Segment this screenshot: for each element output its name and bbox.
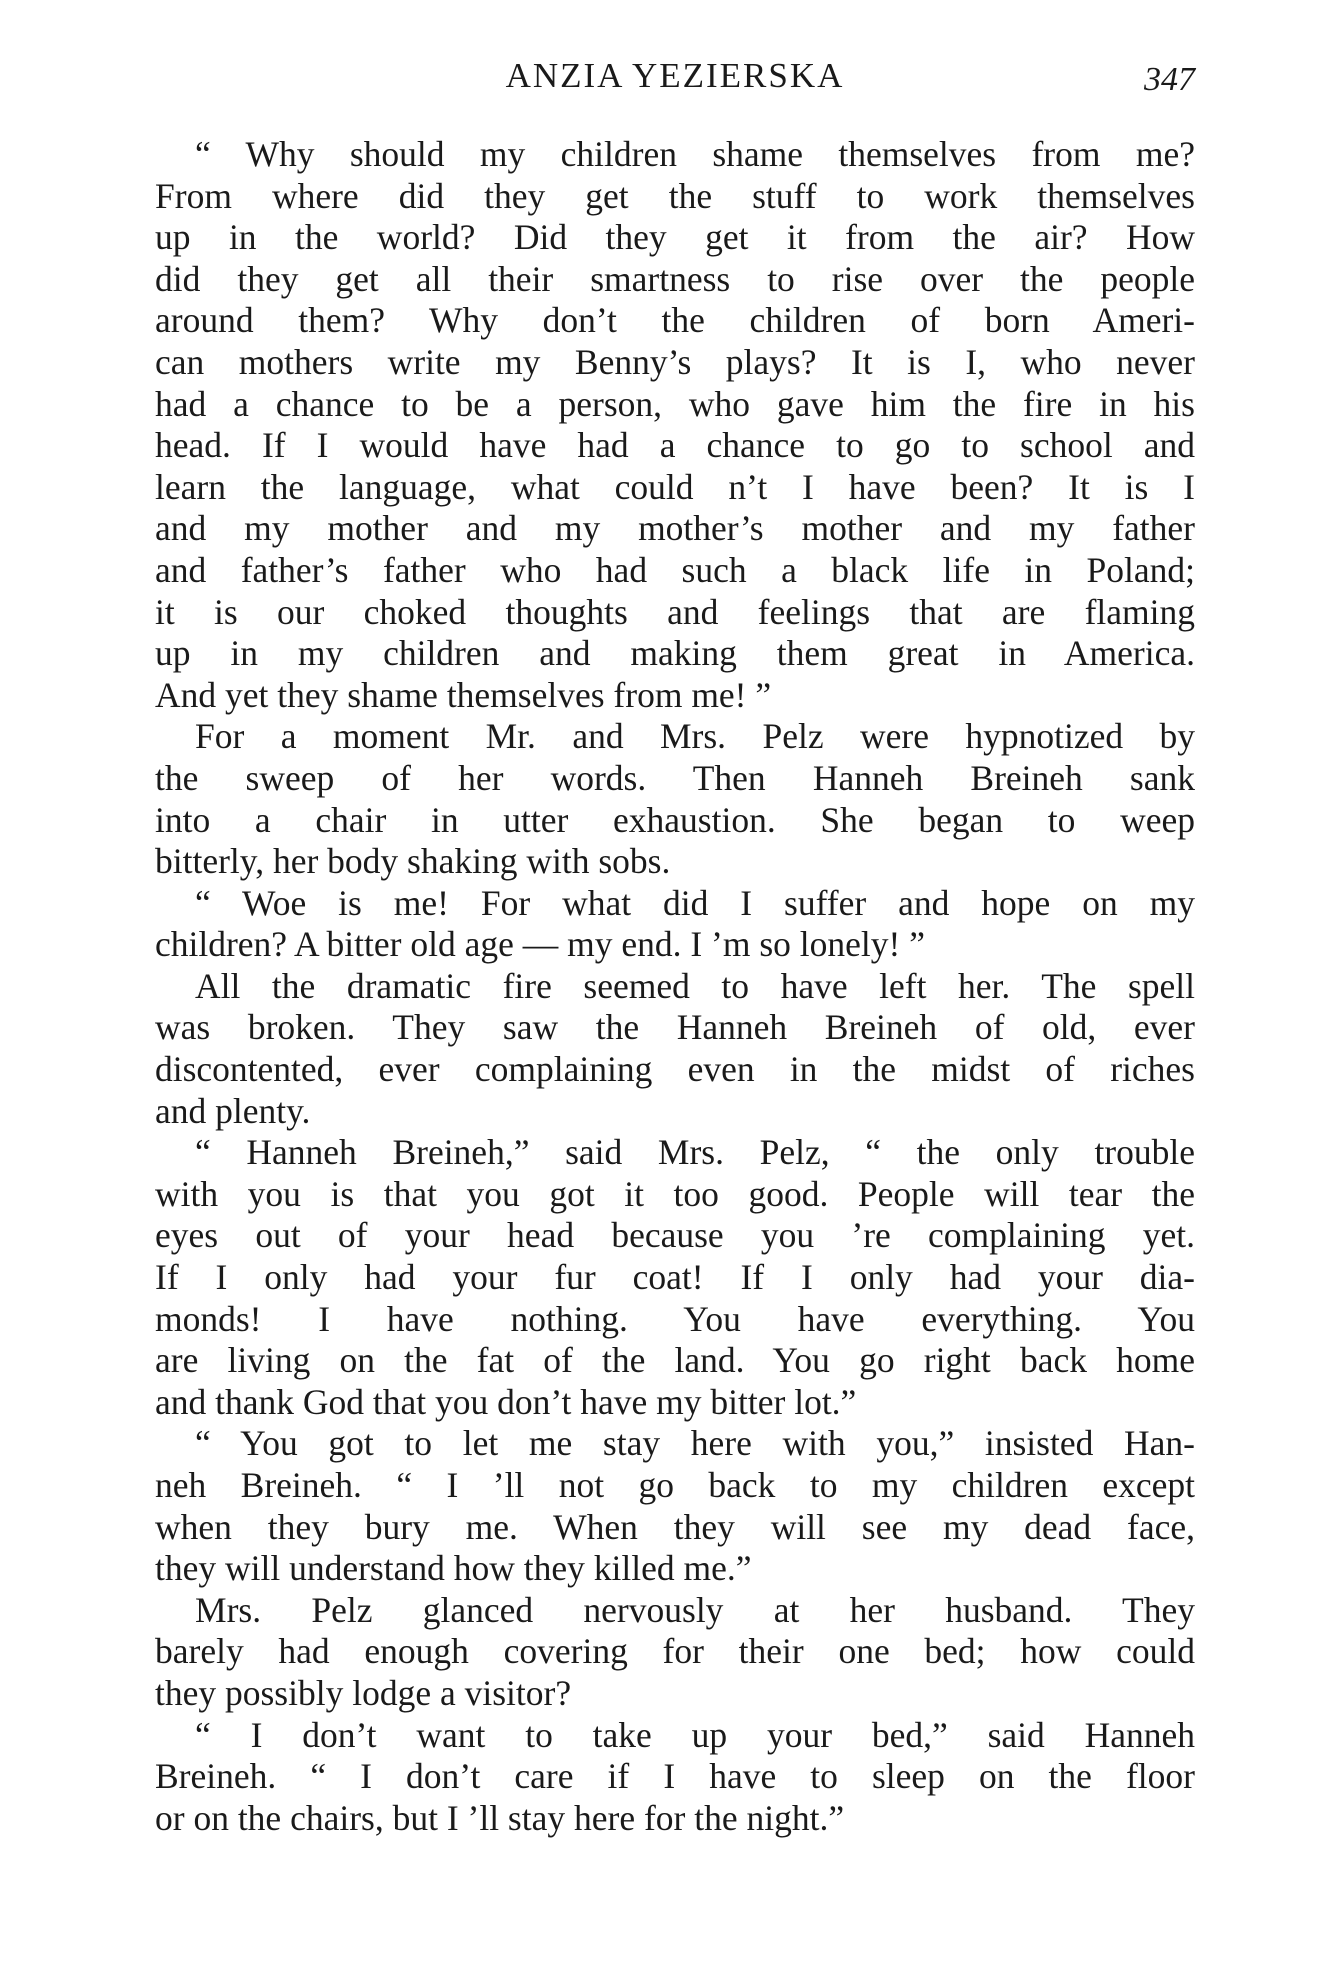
- text-line: head. If I would have had a chance to go to school and: [155, 425, 1195, 466]
- text-line: For a moment Mr. and Mrs. Pelz were hypnotized by: [195, 716, 1195, 757]
- text-line: into a chair in utter exhaustion. She began to weep: [155, 799, 1195, 840]
- text-line: “ Why should my children shame themselves from me?: [195, 134, 1195, 174]
- text-line: and father’s father who had such a black life in Poland;: [155, 549, 1195, 590]
- text-line: had a chance to be a person, who gave him the fire in his: [155, 383, 1195, 424]
- text-line: it is our choked thoughts and feelings that are flaming: [155, 591, 1195, 632]
- text-line: From where did they get the stuff to work themselves: [155, 175, 1195, 216]
- text-line: and thank God that you don’t have my bitter lot.”: [155, 1381, 857, 1422]
- text-line: Mrs. Pelz glanced nervously at her husband. They: [195, 1589, 1195, 1630]
- text-line: or on the chairs, but I ’ll stay here for the night.”: [155, 1797, 845, 1838]
- text-line: they possibly lodge a visitor?: [155, 1672, 572, 1713]
- running-title: ANZIA YEZIERSKA: [505, 56, 845, 95]
- page-number: 347: [1144, 61, 1195, 98]
- text-line: “ Woe is me! For what did I suffer and hope on my: [195, 882, 1195, 923]
- text-line: eyes out of your head because you ’re complaining yet.: [155, 1215, 1195, 1256]
- text-line: “ I don’t want to take up your bed,” said Hanneh: [195, 1714, 1195, 1755]
- text-line: did they get all their smartness to rise over the people: [155, 258, 1195, 299]
- text-line: barely had enough covering for their one bed; how could: [155, 1631, 1195, 1672]
- text-line: Breineh. “ I don’t care if I have to sleep on the floor: [155, 1756, 1195, 1797]
- text-line: “ Hanneh Breineh,” said Mrs. Pelz, “ the only trouble: [195, 1132, 1195, 1173]
- text-line: when they bury me. When they will see my dead face,: [155, 1506, 1195, 1547]
- text-line: If I only had your fur coat! If I only had your dia-: [155, 1257, 1195, 1298]
- text-line: are living on the fat of the land. You go right back home: [155, 1340, 1195, 1381]
- text-line: discontented, ever complaining even in the midst of riches: [155, 1049, 1195, 1090]
- text-line: the sweep of her words. Then Hanneh Breineh sank: [155, 757, 1195, 798]
- text-line: and my mother and my mother’s mother and my father: [155, 508, 1195, 549]
- text-line: they will understand how they killed me.”: [155, 1548, 752, 1589]
- body-text: [155, 134, 1195, 1839]
- text-line: All the dramatic fire seemed to have left her. The spell: [195, 965, 1195, 1006]
- text-line: bitterly, her body shaking with sobs.: [155, 841, 671, 882]
- text-line: learn the language, what could n’t I have been? It is I: [155, 466, 1195, 507]
- text-line: children? A bitter old age — my end. I ’m so lonely! ”: [155, 924, 925, 965]
- text-line: was broken. They saw the Hanneh Breineh of old, ever: [155, 1007, 1195, 1048]
- text-line: and plenty.: [155, 1090, 311, 1131]
- text-line: can mothers write my Benny’s plays? It is I, who never: [155, 341, 1195, 382]
- text-line: “ You got to let me stay here with you,” insisted Han-: [195, 1423, 1195, 1464]
- text-line: around them? Why don’t the children of born Ameri-: [155, 300, 1195, 341]
- text-line: up in my children and making them great in America.: [155, 633, 1195, 674]
- text-line: And yet they shame themselves from me! ”: [155, 674, 772, 715]
- running-head: [155, 52, 1195, 100]
- text-line: monds! I have nothing. You have everything. You: [155, 1298, 1195, 1339]
- text-line: neh Breineh. “ I ’ll not go back to my children except: [155, 1465, 1195, 1505]
- text-line: with you is that you got it too good. People will tear the: [155, 1173, 1195, 1214]
- text-line: up in the world? Did they get it from the air? How: [155, 217, 1195, 258]
